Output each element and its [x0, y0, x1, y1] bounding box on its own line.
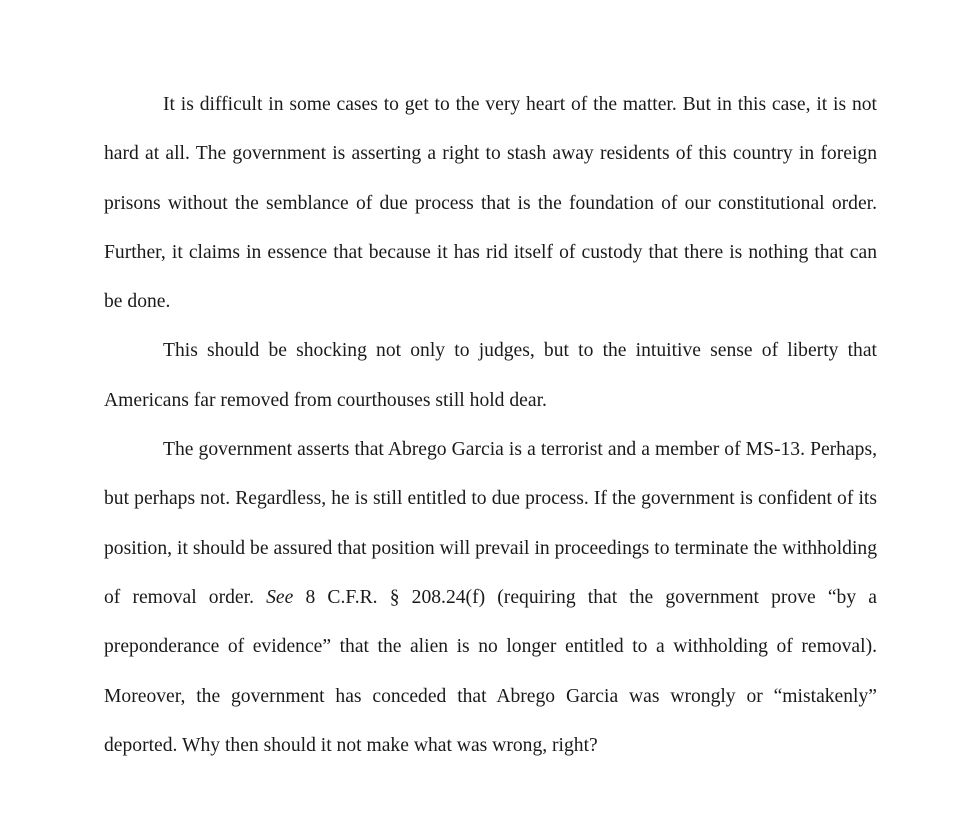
paragraph-2 — [104, 326, 877, 425]
paragraph-3-text-before-signal: The government asserts that Abrego Garcia is a terrorist and a member of MS-13. Perhaps, but perhaps not. Regardless, he is still entitled to due process. If the government is confident of its position, it should be assured that position will prevail in proceedings to terminate the withholding of removal order. — [104, 439, 877, 608]
document-body — [104, 80, 877, 770]
paragraph-1-text: It is difficult in some cases to get to the very heart of the matter. But in this case, it is not hard at all. The government is asserting a right to stash away residents of this country in foreign prisons without the semblance of due process that is the foundation of our constitutional order. Further, it claims in essence that because it has rid itself of custody that there is nothing that can be done. — [104, 94, 877, 313]
paragraph-3-text-after-signal: 8 C.F.R. § 208.24(f) (requiring that the government prove “by a preponderance of evidence” that the alien is no longer entitled to a withholding of removal). Moreover, the government has conceded that Abrego Garcia was wrongly or “mistakenly” deported. Why then should it not make what was wrong, right? — [104, 586, 877, 756]
paragraph-2-text: This should be shocking not only to judges, but to the intuitive sense of liberty that Americans far removed from courthouses still hold dear. — [104, 340, 877, 411]
paragraph-1 — [104, 80, 877, 326]
citation-signal: See — [266, 586, 294, 608]
paragraph-3 — [104, 425, 877, 770]
